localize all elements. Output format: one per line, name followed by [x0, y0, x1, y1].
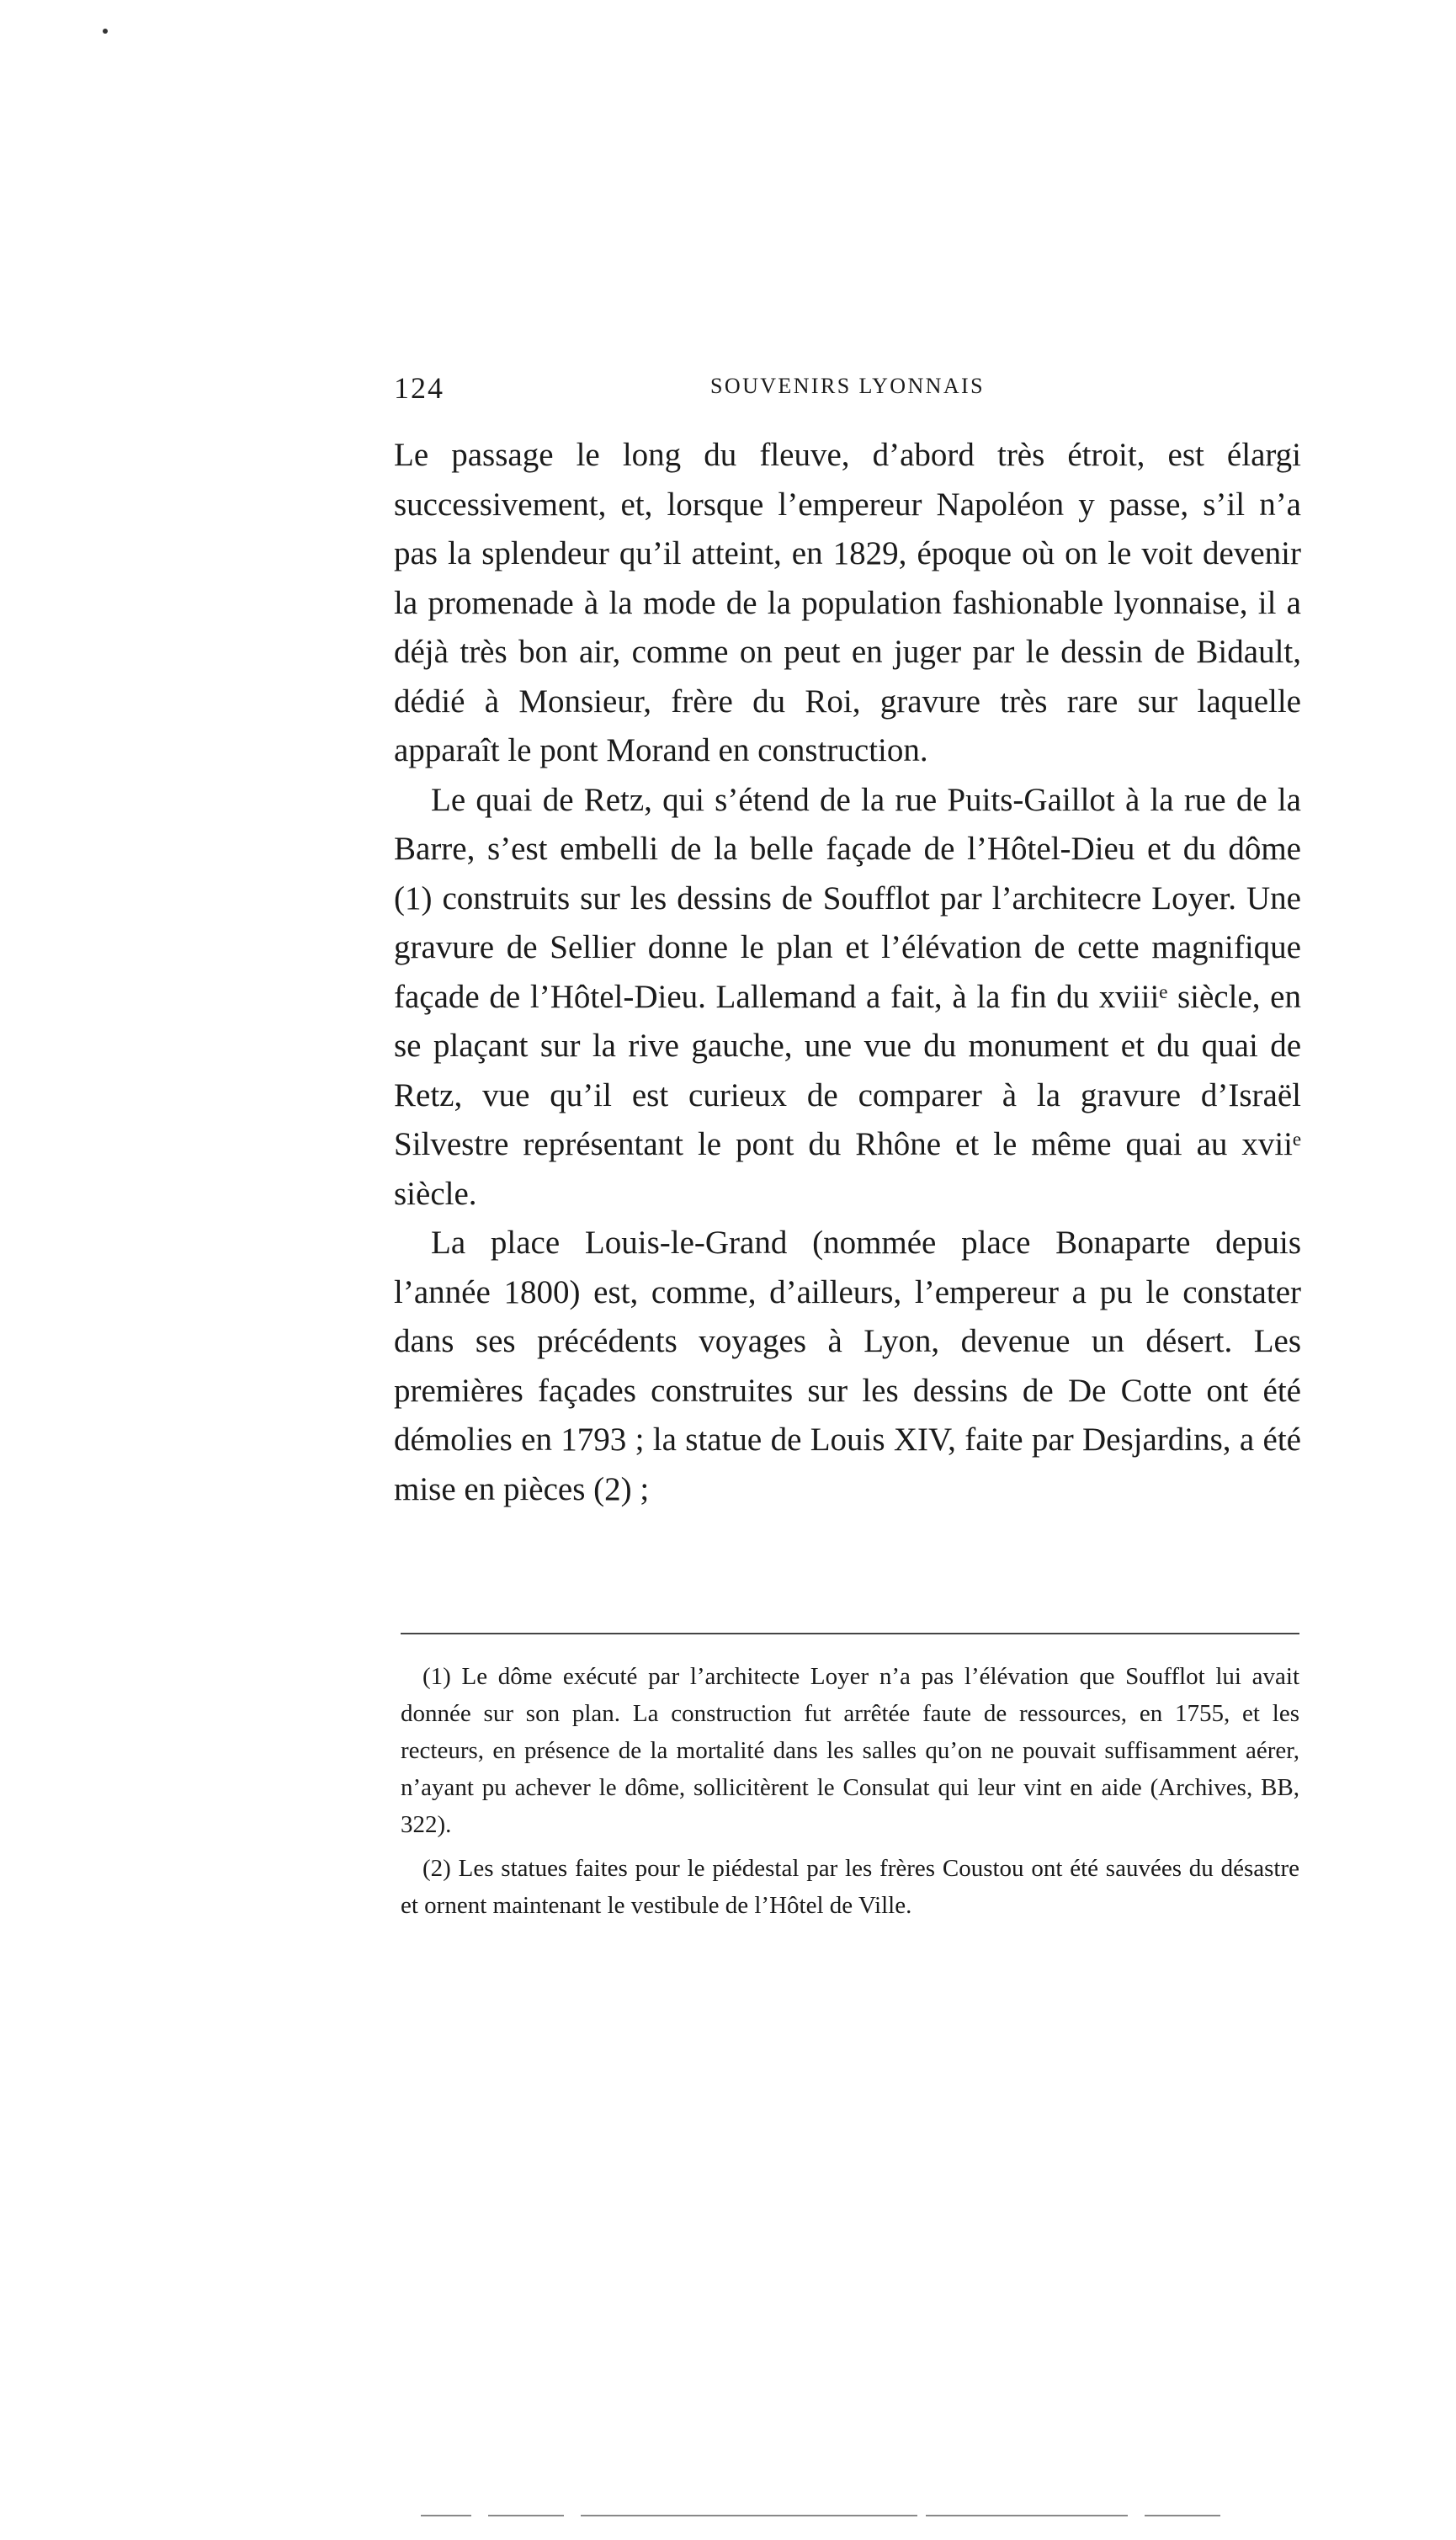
page-edge-marks — [0, 2515, 1456, 2518]
footnote-1: (1) Le dôme exécuté par l’architecte Loyer n’a pas l’élévation que Soufflot lui avait donnée sur son plan. La construction fut arrêtée faute de ressources, en 1755, et les recteurs, en présence de la mortalité dans les salles qu’on ne pouvait suffisamment aérer, n’ayant pu achever le dôme, sollicitèrent le Consulat qui leur vint en aide (Archives, BB, 322). — [401, 1663, 1299, 1838]
running-head — [394, 370, 1301, 421]
footnotes — [401, 1658, 1299, 1931]
paragraph-quai-saint-clair: Le passage le long du fleuve, d’abord très étroit, est élargi successivement, et, lorsque l’empereur Napoléon y passe, s’il n’a pas la splendeur qu’il atteint, en 1829, époque où on le voit devenir la promenade à la mode de la population fashionable lyonnaise, il a déjà très bon air, comme on peut en juger par le dessin de Bidault, dédié à Monsieur, frère du Roi, gravure très rare sur laquelle apparaît le pont Morand en construction. — [394, 437, 1301, 768]
body-text — [394, 431, 1301, 1514]
footnote-rule — [401, 1633, 1299, 1634]
paragraph-place-louis-le-grand: La place Louis-le-Grand (nommée place Bonaparte depuis l’année 1800) est, comme, d’ailleurs, l’empereur a pu le constater dans ses précédents voyages à Lyon, devenue un désert. Les premières façades construites sur les dessins de De Cotte ont été démolies en 1793 ; la statue de Louis XIV, faite par Desjardins, a été mise en pièces (2) ; — [394, 1225, 1301, 1507]
page-speck — [103, 29, 108, 34]
footnote-2: (2) Les statues faites pour le piédestal par les frères Coustou ont été sauvées du désastre et ornent maintenant le vestibule de l’Hôtel de Ville. — [401, 1855, 1299, 1919]
paragraph-quai-de-retz: Le quai de Retz, qui s’étend de la rue Puits-Gaillot à la rue de la Barre, s’est embelli de la belle façade de l’Hôtel-Dieu et du dôme (1) construits sur les dessins de Soufflot par l’architecre Loyer. Une gravure de Sellier donne le plan et l’élévation de cette magnifique façade de l’Hôtel-Dieu. Lallemand a fait, à la fin du xviiiᵉ siècle, en se plaçant sur la rive gauche, une vue du monument et du quai de Retz, vue qu’il est curieux de comparer à la gravure d’Israël Silvestre représentant le pont du Rhône et le même quai au xviiᵉ siècle. — [394, 781, 1301, 1212]
page-number: 124 — [394, 371, 444, 405]
running-title: SOUVENIRS LYONNAIS — [710, 374, 985, 398]
